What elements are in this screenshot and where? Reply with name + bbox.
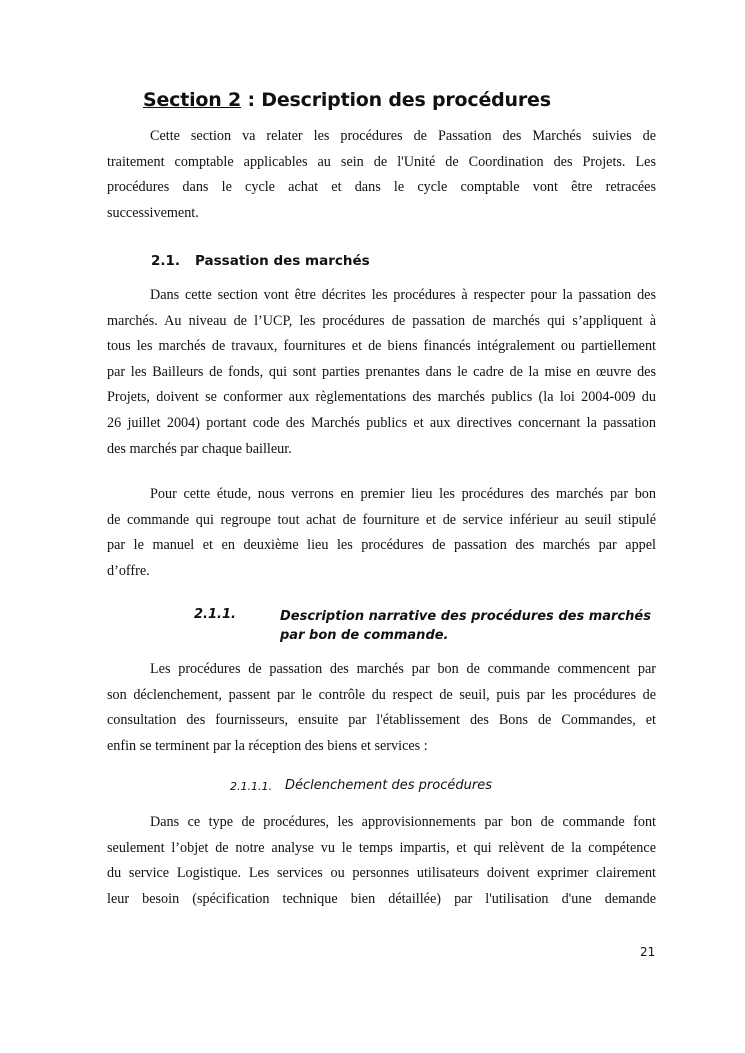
level4-title: Déclenchement des procédures bbox=[285, 778, 492, 793]
intro-paragraph bbox=[107, 124, 656, 226]
passation-paragraph-2 bbox=[107, 482, 656, 584]
passation-paragraph-1 bbox=[107, 283, 656, 462]
paragraph-line: son déclenchement, passent par le contrôle du respect de seuil, puis par les procédures de bbox=[107, 686, 656, 703]
paragraph-line: Pour cette étude, nous verrons en premier lieu les procédures des marchés par bon bbox=[150, 486, 656, 502]
level4-number: 2.1.1.1. bbox=[230, 780, 272, 793]
paragraph-line: Projets, doivent se conformer aux règlementations des marchés publics (la loi 2004-009 du bbox=[107, 389, 656, 406]
paragraph-line: par le manuel et en deuxième lieu les procédures de passation des marchés par appel bbox=[107, 537, 656, 554]
paragraph-line: marchés. Au niveau de l’UCP, les procédures de passation de marchés qui s’appliquent à bbox=[107, 312, 656, 329]
section-label: Section 2 bbox=[143, 89, 242, 111]
paragraph-line: seulement l’objet de notre analyse vu le temps impartis, et qui relèvent de la compétence bbox=[107, 839, 656, 856]
section-heading bbox=[143, 89, 551, 111]
paragraph-line: 26 juillet 2004) portant code des Marchés publics et aux directives concernant la passation bbox=[107, 414, 656, 431]
paragraph-line: Les procédures de passation des marchés par bon de commande commencent par bbox=[150, 661, 656, 677]
subsection-number: 2.1. bbox=[151, 253, 181, 269]
section-title: : Description des procédures bbox=[241, 89, 551, 111]
paragraph-line: enfin se terminent par la réception des biens et services : bbox=[107, 737, 428, 754]
page-number: 21 bbox=[640, 945, 656, 959]
subsection-title: Passation des marchés bbox=[195, 253, 370, 269]
paragraph-line: successivement. bbox=[107, 204, 199, 221]
paragraph-line: par les Bailleurs de fonds, qui sont parties prenantes dans le cadre de la mise en œuvre des bbox=[107, 363, 656, 380]
paragraph-line: Dans cette section vont être décrites les procédures à respecter pour la passation des bbox=[150, 287, 656, 303]
paragraph-line: procédures dans le cycle achat et dans le cycle comptable vont être retracées bbox=[107, 179, 656, 196]
paragraph-line: des marchés par chaque bailleur. bbox=[107, 440, 292, 457]
paragraph-line: d’offre. bbox=[107, 562, 150, 579]
paragraph-line: de commande qui regroupe tout achat de fourniture et de service inférieur au seuil stipulé bbox=[107, 511, 656, 528]
paragraph-line: Cette section va relater les procédures de Passation des Marchés suivies de bbox=[150, 128, 656, 144]
paragraph-line: consultation des fournisseurs, ensuite par l'établissement des Bons de Commandes, et bbox=[107, 712, 656, 729]
declenchement-paragraph bbox=[107, 810, 656, 912]
bon-commande-paragraph bbox=[107, 657, 656, 759]
paragraph-line: Dans ce type de procédures, les approvisionnements par bon de commande font bbox=[150, 814, 656, 830]
subsubsection-title: Description narrative des procédures des marchés par bon de commande. bbox=[280, 609, 651, 643]
paragraph-line: traitement comptable applicables au sein de l'Unité de Coordination des Projets. Les bbox=[107, 153, 656, 170]
paragraph-line: du service Logistique. Les services ou personnes utilisateurs doivent exprimer clairement bbox=[107, 865, 656, 882]
subsubsection-number: 2.1.1. bbox=[194, 607, 236, 622]
paragraph-line: tous les marchés de travaux, fournitures et de biens financés intégralement ou partiellement bbox=[107, 338, 656, 355]
paragraph-line: leur besoin (spécification technique bien détaillée) par l'utilisation d'une demande bbox=[107, 890, 656, 907]
